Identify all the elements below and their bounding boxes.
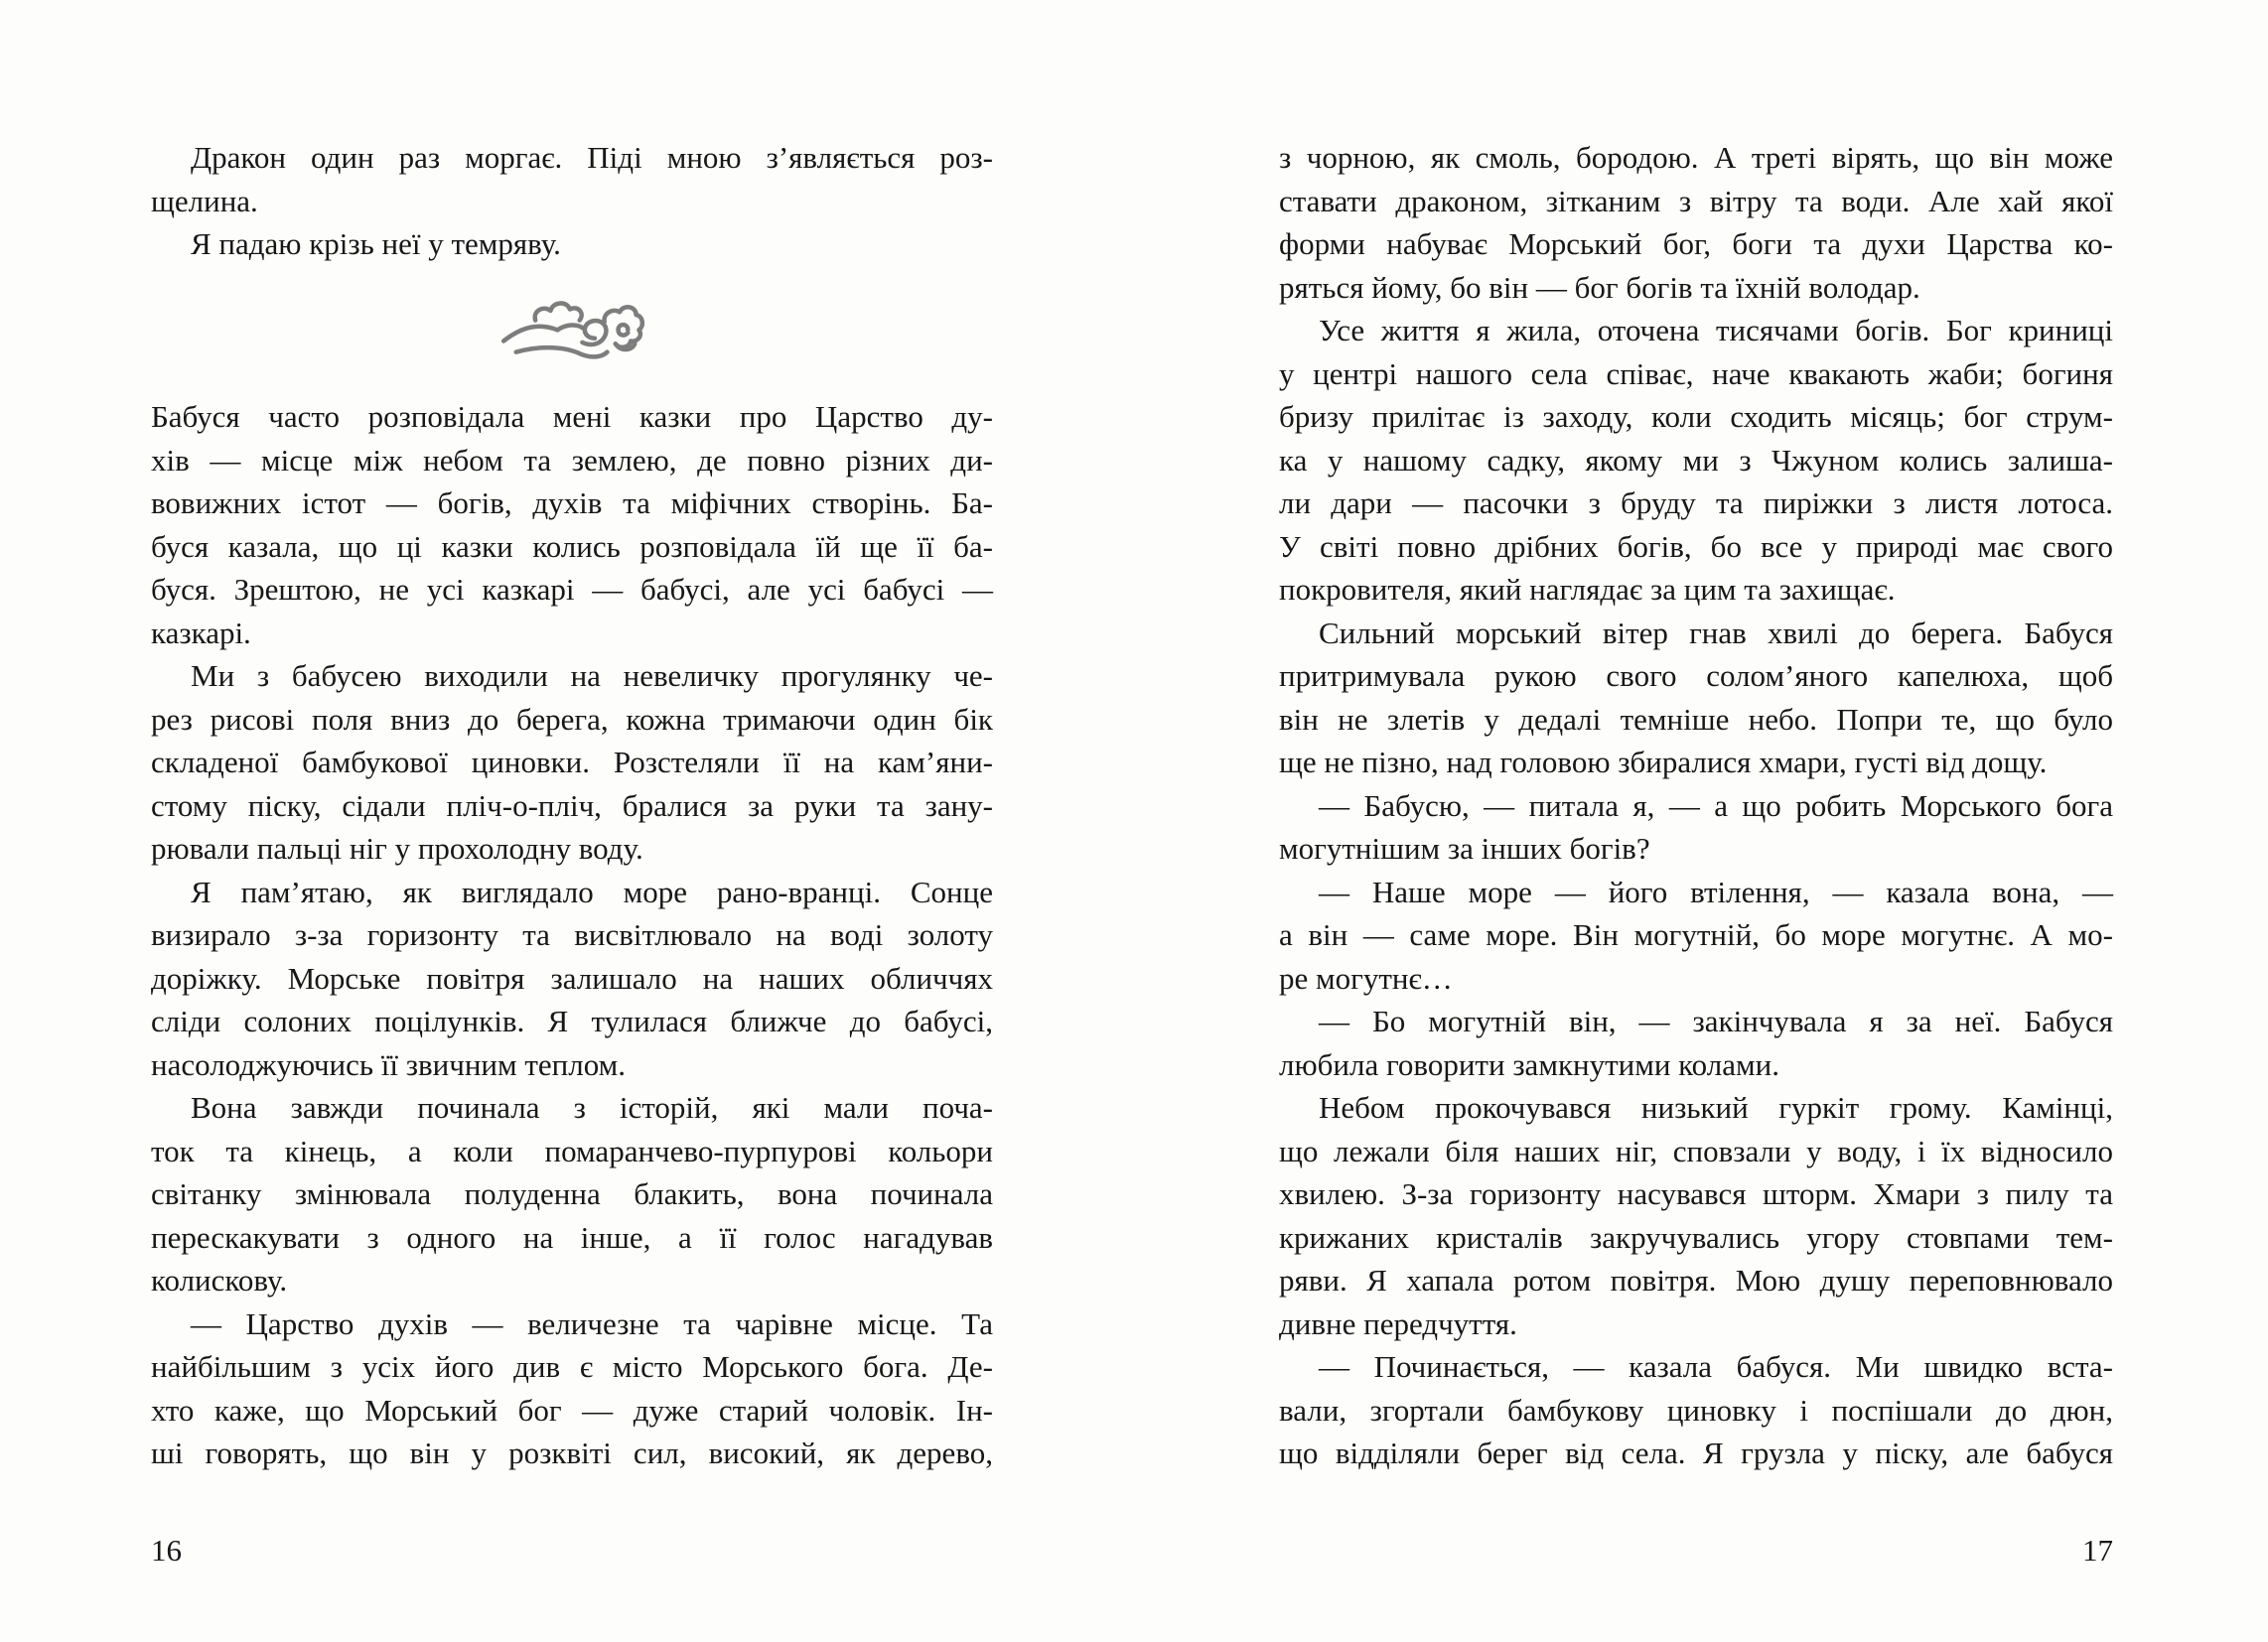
paragraph: [1279, 1000, 2113, 1086]
paragraph: [151, 1086, 993, 1302]
paragraph: [151, 871, 993, 1087]
text-line: Сильний морський вітер гнав хвилі до берега. Бабуся: [1319, 615, 2113, 650]
paragraph: [1279, 1345, 2113, 1475]
text-line: перескакувати з одного на інше, а її голос нагадував: [151, 1219, 993, 1255]
page-number-right: 17: [2082, 1533, 2113, 1568]
right-page-text: [1279, 136, 2113, 1475]
text-line: щелина.: [151, 183, 258, 218]
text-line: він не злетів у дедалі темніше небо. Попри те, що було: [1279, 701, 2113, 737]
left-page-top-text: [151, 136, 993, 266]
text-line: ре могутнє…: [1279, 960, 1453, 996]
text-line: буся. Зрештою, не усі казкарі — бабусі, але усі бабусі —: [151, 572, 993, 607]
text-line: ка у нашому садку, якому ми з Чжуном колись залиша-: [1279, 442, 2113, 478]
text-line: Ми з бабусею виходили на невеличку прогулянку че-: [191, 658, 993, 693]
text-line: вовижних істот — богів, духів та міфічних створінь. Ба-: [151, 485, 993, 520]
text-line: У світі повно дрібних богів, бо все у природі має свого: [1279, 528, 2113, 564]
paragraph: [151, 395, 993, 654]
text-line: — Починається, — казала бабуся. Ми швидко вста-: [1319, 1349, 2113, 1384]
text-line: сліди солоних поцілунків. Я тулилася ближче до бабусі,: [151, 1004, 993, 1038]
text-line: з чорною, як смоль, бородою. А треті вірять, що він може: [1279, 140, 2113, 175]
paragraph: [1279, 1086, 2113, 1345]
paragraph: [1279, 136, 2113, 309]
paragraph: [151, 136, 993, 222]
text-line: буся казала, що ці казки колись розповідала їй ще її ба-: [151, 528, 993, 564]
paragraph: [1279, 612, 2113, 784]
text-line: дивне передчуття.: [1279, 1305, 1517, 1341]
text-line: світанку змінювала полуденна блакить, вона починала: [151, 1176, 993, 1211]
text-line: ли дари — пасочки з бруду та пиріжки з листя лотоса.: [1279, 485, 2113, 520]
text-line: Бабуся часто розповідала мені казки про Царство ду-: [151, 399, 993, 434]
text-line: хто каже, що Морський бог — дуже старий чоловік. Ін-: [151, 1392, 993, 1428]
text-line: а він — саме море. Він могутній, бо море могутнє. А мо-: [1279, 917, 2113, 952]
text-line: рювали пальці ніг у прохолодну воду.: [151, 831, 643, 866]
text-line: — Бо могутній він, — закінчувала я за неї. Бабуся: [1319, 1004, 2113, 1038]
text-line: ще не пізно, над головою збиралися хмари, густі від дощу.: [1279, 745, 2048, 779]
section-break: [151, 294, 993, 363]
text-line: що лежали біля наших ніг, сповзали у воду, і їх відносило: [1279, 1133, 2113, 1168]
paragraph: [1279, 309, 2113, 612]
paragraph: [1279, 871, 2113, 1001]
text-line: — Бабусю, — питала я, — а що робить Морського бога: [1319, 787, 2113, 823]
text-line: вали, згортали бамбукову циновку і поспішали до дюн,: [1279, 1392, 2113, 1428]
text-line: визирало з-за горизонту та висвітлювало на воді золоту: [151, 917, 993, 952]
left-page-main-text: [151, 395, 993, 1475]
text-line: стому піску, сідали пліч-о-пліч, бралися за руки та зану-: [151, 787, 993, 823]
text-line: хів — місце між небом та землею, де повно різних ди-: [151, 442, 993, 478]
text-line: ші говорять, що він у розквіті сил, високий, як дерево,: [151, 1436, 993, 1470]
text-line: притримувала рукою свого солом’яного капелюха, щоб: [1279, 658, 2113, 693]
text-line: складеної бамбукової циновки. Розстеляли її на кам’яни-: [151, 745, 993, 779]
text-line: форми набуває Морський бог, боги та духи Царства ко-: [1279, 226, 2113, 261]
text-line: Я пам’ятаю, як виглядало море рано-вранці. Сонце: [191, 874, 993, 909]
text-line: що відділяли берег від села. Я грузла у піску, але бабуся: [1279, 1436, 2113, 1470]
text-line: — Наше море — його втілення, — казала вона, —: [1319, 874, 2113, 909]
paragraph: [151, 1302, 993, 1475]
text-line: насолоджуючись її звичним теплом.: [151, 1046, 627, 1082]
text-line: крижаних кристалів закручувались угору стовпами тем-: [1279, 1219, 2113, 1255]
paragraph: [1279, 784, 2113, 871]
text-line: ставати драконом, зітканим з вітру та води. Але хай якої: [1279, 183, 2113, 218]
page-number-left: 16: [151, 1533, 182, 1568]
text-line: хвилею. З-за горизонту насувався шторм. Хмари з пилу та: [1279, 1176, 2113, 1211]
text-line: Дракон один раз моргає. Піді мною з’являється роз-: [191, 140, 993, 175]
paragraph: [151, 222, 993, 266]
text-line: колискову.: [151, 1263, 288, 1298]
text-line: любила говорити замкнутими колами.: [1279, 1046, 1779, 1082]
text-line: ряви. Я хапала ротом повітря. Мою душу переповнювало: [1279, 1263, 2113, 1298]
text-line: рез рисові поля вниз до берега, кожна тримаючи один бік: [151, 701, 993, 737]
text-line: могутнішим за інших богів?: [1279, 831, 1650, 866]
text-line: у центрі нашого села співає, наче квакають жаби; богиня: [1279, 355, 2113, 391]
text-line: бризу прилітає із заходу, коли сходить місяць; бог струм-: [1279, 399, 2113, 434]
cloud-wave-ornament-icon: [499, 294, 644, 363]
text-line: Вона завжди починала з історій, які мали поча-: [191, 1090, 993, 1125]
text-line: Усе життя я жила, оточена тисячами богів. Бог криниці: [1319, 313, 2113, 347]
text-line: ряться йому, бо він — бог богів та їхній володар.: [1279, 269, 1920, 305]
paragraph: [151, 654, 993, 871]
text-line: покровителя, який наглядає за цим та захищає.: [1279, 572, 1896, 607]
text-line: Я падаю крізь неї у темряву.: [191, 226, 561, 261]
text-line: доріжку. Морське повітря залишало на наших обличчях: [151, 960, 993, 996]
text-line: Небом прокочувався низький гуркіт грому. Камінці,: [1319, 1090, 2113, 1125]
text-line: — Царство духів — величезне та чарівне місце. Та: [191, 1305, 993, 1341]
text-line: найбільшим з усіх його див є місто Морського бога. Де-: [151, 1349, 993, 1384]
text-line: казкарі.: [151, 615, 251, 650]
text-line: ток та кінець, а коли помаранчево-пурпурові кольори: [151, 1133, 993, 1168]
